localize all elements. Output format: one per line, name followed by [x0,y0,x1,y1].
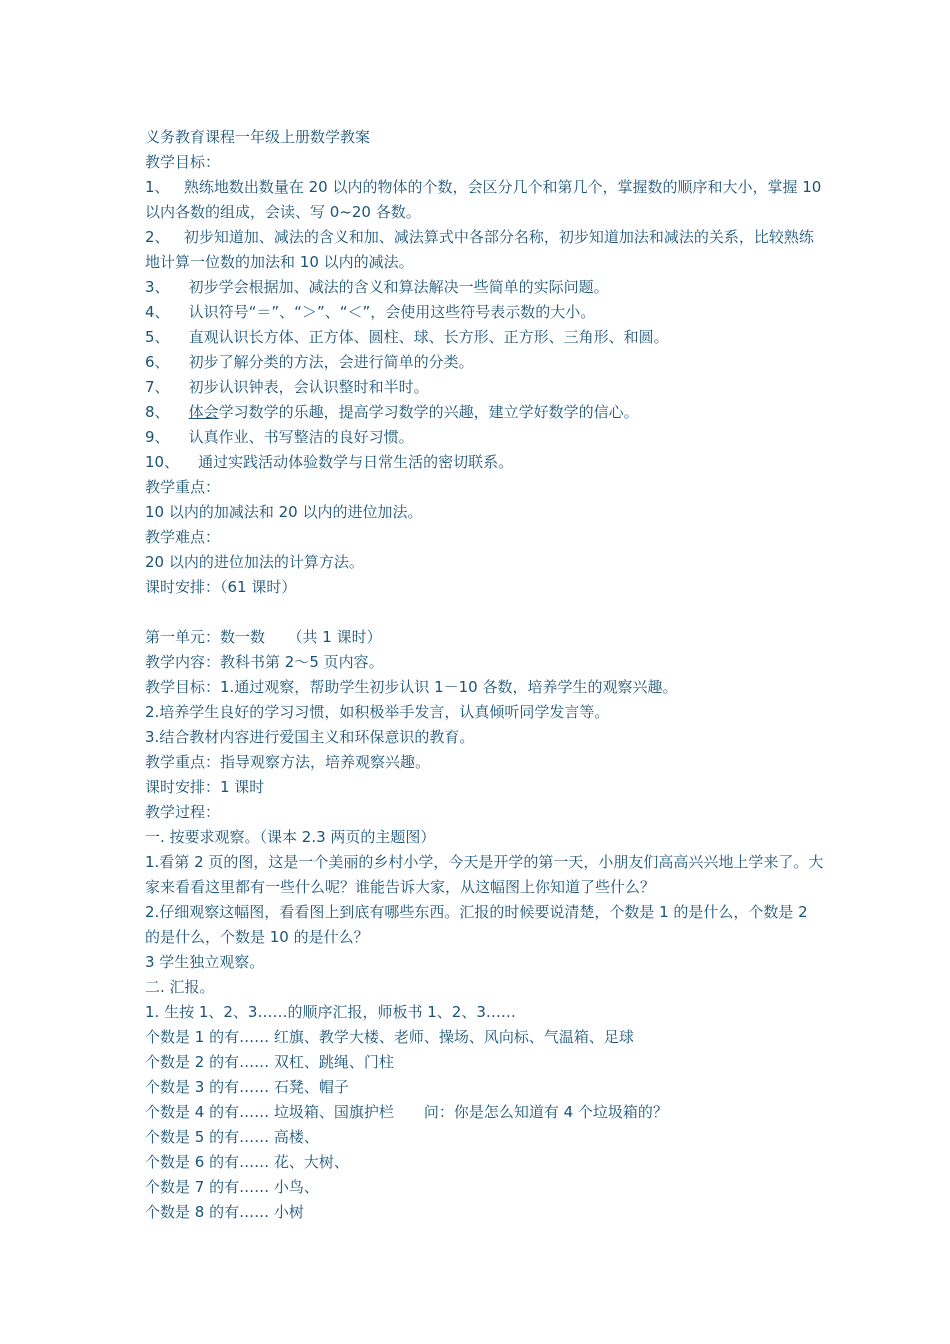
step1-paragraph-a: 1.看第 2 页的图，这是一个美丽的乡村小学，今天是开学的第一天，小朋友们高高兴兴地上学来了。大家来看看这里都有一些什么呢？谁能告诉大家，从这幅图上你知道了些什么？ [145,853,824,896]
goal-item [145,275,825,300]
count-line: 个数是 3 的有…… 石凳、帽子 [145,1078,349,1096]
blank-line [145,600,825,625]
goal-number: 6、 [145,353,170,371]
count-line: 个数是 6 的有…… 花、大树、 [145,1153,349,1171]
goal-item [145,425,825,450]
process-heading: 教学过程： [145,803,221,821]
count-line: 个数是 7 的有…… 小鸟、 [145,1178,319,1196]
goal-text: 认真作业、书写整洁的良好习惯。 [188,428,414,446]
goal-item [145,400,825,425]
step1-paragraph-b: 2.仔细观察这幅图，看看图上到底有哪些东西。汇报的时候要说清楚，个数是 1 的是什么，个数是 2 的是什么，个数是 10 的是什么？ [145,903,813,946]
goal-number: 5、 [145,328,170,346]
schedule-text: 课时安排：（61 课时） [145,578,297,596]
goal-item [145,300,825,325]
goal-number: 7、 [145,378,170,396]
key-heading: 教学重点： [145,478,221,496]
document-page [145,125,825,1225]
unit-goal-1: 教学目标：1.通过观察，帮助学生初步认识 1－10 各数，培养学生的观察兴趣。 [145,678,678,696]
goal-number: 3、 [145,278,170,296]
goal-item [145,350,825,375]
unit-goal-2: 2.培养学生良好的学习习惯，如积极举手发言，认真倾听同学发言等。 [145,703,610,721]
goal-number: 4、 [145,303,170,321]
goal-text: 初步学会根据加、减法的含义和算法解决一些简单的实际问题。 [188,278,609,296]
count-line: 个数是 2 的有…… 双杠、跳绳、门柱 [145,1053,394,1071]
difficulty-text: 20 以内的进位加法的计算方法。 [145,553,364,571]
step1-paragraph-c: 3 学生独立观察。 [145,953,265,971]
step2-heading: 二. 汇报。 [145,978,215,996]
doc-title: 义务教育课程一年级上册数学教案 [145,128,371,146]
unit-title: 第一单元：数一数 （共 1 课时） [145,628,382,646]
goal-number: 1、 [145,178,170,196]
goal-text: 学习数学的乐趣，提高学习数学的兴趣，建立学好数学的信心。 [218,403,639,421]
goal-number: 9、 [145,428,170,446]
goal-text: 熟练地数出数量在 20 以内的物体的个数，会区分几个和第几个，掌握数的顺序和大小，掌握 10 以内各数的组成，会读、写 0~20 各数。 [145,178,827,221]
difficulty-heading: 教学难点： [145,528,221,546]
count-line: 个数是 5 的有…… 高楼、 [145,1128,319,1146]
step2-paragraph-a: 1. 生按 1、2、3……的顺序汇报，师板书 1、2、3…… [145,1003,516,1021]
goal-item [145,225,825,275]
goal-text: 认识符号“＝”、“＞”、“＜”，会使用这些符号表示数的大小。 [188,303,596,321]
goal-number: 10、 [145,453,180,471]
goals-heading: 教学目标： [145,153,221,171]
goal-text: 直观认识长方体、正方体、圆柱、球、长方形、正方形、三角形、和圆。 [188,328,669,346]
goal-number: 8、 [145,403,170,421]
goal-underlined-text: 体会 [188,403,219,421]
goal-item [145,325,825,350]
step1-heading: 一. 按要求观察。（课本 2.3 两页的主题图） [145,828,436,846]
count-line: 个数是 1 的有…… 红旗、教学大楼、老师、操场、风向标、气温箱、足球 [145,1028,634,1046]
goal-item [145,175,825,225]
goal-text: 初步知道加、减法的含义和加、减法算式中各部分名称，初步知道加法和减法的关系，比较熟练地计算一位数的加法和 10 以内的减法。 [145,228,814,271]
unit-goal-3: 3.结合教材内容进行爱国主义和环保意识的教育。 [145,728,475,746]
goal-item [145,375,825,400]
unit-schedule: 课时安排：1 课时 [145,778,265,796]
count-line: 个数是 4 的有…… 垃圾箱、国旗护栏 问：你是怎么知道有 4 个垃圾箱的？ [145,1103,668,1121]
goal-text: 初步了解分类的方法，会进行简单的分类。 [188,353,474,371]
goal-number: 2、 [145,228,170,246]
goal-item [145,450,825,475]
goal-text: 通过实践活动体验数学与日常生活的密切联系。 [198,453,514,471]
key-text: 10 以内的加减法和 20 以内的进位加法。 [145,503,423,521]
count-line: 个数是 8 的有…… 小树 [145,1203,304,1221]
unit-content: 教学内容：教科书第 2～5 页内容。 [145,653,384,671]
goal-text: 初步认识钟表，会认识整时和半时。 [188,378,429,396]
unit-key: 教学重点：指导观察方法，培养观察兴趣。 [145,753,431,771]
